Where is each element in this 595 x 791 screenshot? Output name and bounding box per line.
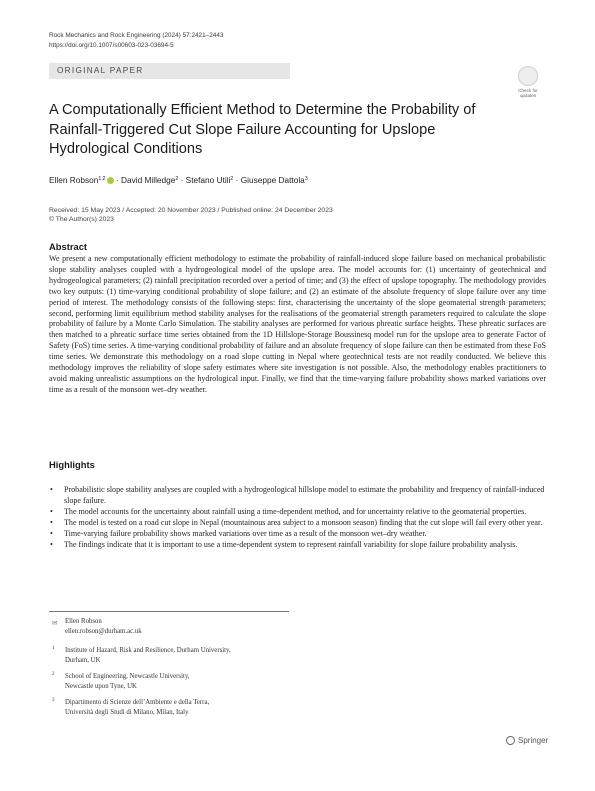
correspondence bbox=[65, 617, 142, 637]
affiliation-line: Newcastle upon Tyne, UK bbox=[65, 683, 137, 690]
abstract-heading: Abstract bbox=[49, 241, 88, 252]
author-name[interactable]: David Milledge bbox=[120, 175, 176, 185]
corresponding-author-email[interactable]: ellen.robson@durham.ac.uk bbox=[65, 628, 142, 635]
highlight-item: • The findings indicate that it is important to use a time-dependent system to represent rainfall variability for slope failure probability analysis. bbox=[49, 540, 546, 551]
affiliation-number: 3 bbox=[52, 698, 55, 703]
affiliation bbox=[65, 646, 231, 666]
highlight-item: • The model accounts for the uncertainty about rainfall using a time-dependent method, and for uncertainty relative to the geomaterial properties. bbox=[49, 507, 546, 518]
footnote-divider bbox=[49, 611, 289, 612]
author-name[interactable]: Ellen Robson bbox=[49, 175, 99, 185]
doi-link[interactable]: https://doi.org/10.1007/s00603-023-03694-5 bbox=[49, 41, 174, 49]
author-name[interactable]: Giuseppe Dattola bbox=[240, 175, 305, 185]
author-separator: · bbox=[235, 175, 239, 185]
abstract-text: We present a new computationally efficient methodology to estimate the probability of rainfall-induced slope failure based on mechanical probabilistic slope stability analyses coupled with a hydrogeological model of the upslope area. The model accounts for: (1) uncertainty of geotechnical and hydrogeological parameters; (2) rainfall precipitation recorded over a period of time; and (3) the effect of upslope topography. The methodology provides two key outputs: (1) time-varying conditional probability of slope failure; and (2) an estimate of the absolute frequency of slope failure over any time period of interest. The methodology consists of the following steps: first, characterising the uncertainty of the slope geomaterial strength parameters; second, performing limit equilibrium method stability analyses for the realisations of the geomaterial strength parameters required to calculate the slope probability of failure by a Monte Carlo Simulation. The stability analyses are performed for various phreatic surface heights. These phreatic surfaces are then matched to a phreatic surface time series obtained from the 1D Hillslope-Storage Boussinesq model run for the upslope area to generate Factor of Safety (FoS) time series. A time-varying conditional probability of failure and an absolute frequency of slope failure can then be estimated from these FoS time series. We demonstrate this methodology on a road slope cutting in Nepal where geotechnical tests are not readily conducted. We believe this methodology improves the reliability of slope safety estimates where site investigation is not possible. Also, the methodology enables practitioners to avoid making unrealistic assumptions on the hydrological input. Finally, we find that the time-varying failure probability shows marked variations over time as a result of the monsoon wet–dry weather. bbox=[49, 254, 546, 394]
publisher-logo bbox=[506, 736, 548, 745]
author-separator: · bbox=[180, 175, 184, 185]
highlight-item: • The model is tested on a road cut slope in Nepal (mountainous area subject to a monsoon season) finding that the cut slope will fail every other year. bbox=[49, 518, 546, 529]
author-name[interactable]: Stefano Utili bbox=[185, 175, 231, 185]
author-affiliation: 3 bbox=[304, 176, 308, 182]
check-updates-icon bbox=[518, 66, 538, 86]
affiliation-number: 1 bbox=[52, 646, 55, 651]
check-updates-label: Check for updates bbox=[518, 88, 538, 98]
affiliation bbox=[65, 698, 209, 718]
article-type-band bbox=[49, 63, 290, 79]
author-list bbox=[49, 175, 549, 185]
affiliation-line: Università degli Studi di Milano, Milan, Italy bbox=[65, 709, 189, 716]
publication-dates bbox=[49, 206, 333, 224]
author-separator: · bbox=[115, 175, 119, 185]
journal-header bbox=[49, 31, 223, 50]
author-affiliation: 2 bbox=[175, 176, 179, 182]
author-affiliation: 2 bbox=[230, 176, 234, 182]
corresponding-author-name: Ellen Robson bbox=[65, 618, 102, 625]
highlight-item: • Probabilistic slope stability analyses are coupled with a hydrogeological hillslope model to estimate the probability and frequency of rainfall-induced slope failure. bbox=[49, 485, 546, 507]
copyright-line: © The Author(s) 2023 bbox=[49, 216, 114, 223]
publisher-name: Springer bbox=[518, 736, 549, 745]
affiliation-line: School of Engineering, Newcastle University, bbox=[65, 673, 190, 680]
highlights-list bbox=[49, 485, 546, 550]
envelope-icon: ✉ bbox=[52, 620, 58, 627]
orcid-icon[interactable] bbox=[107, 177, 114, 184]
journal-citation: Rock Mechanics and Rock Engineering (2024) 57:2421–2443 bbox=[49, 32, 224, 39]
springer-horse-icon bbox=[506, 736, 515, 745]
check-for-updates-badge[interactable] bbox=[512, 66, 544, 100]
affiliation-line: Dipartimento di Scienze dell’Ambiente e della Terra, bbox=[65, 699, 210, 706]
affiliation-line: Durham, UK bbox=[65, 657, 101, 664]
affiliation-number: 2 bbox=[52, 672, 55, 677]
article-title: A Computationally Efficient Method to Determine the Probability of Rainfall-Triggered Cut Slope Failure Accounting for Upslope Hydrological Conditions bbox=[49, 102, 476, 157]
author-affiliation: 1,2 bbox=[98, 176, 106, 182]
highlights-heading: Highlights bbox=[49, 459, 95, 470]
affiliation-line: Institute of Hazard, Risk and Resilience, Durham University, bbox=[65, 647, 231, 654]
highlight-item: • Time-varying failure probability shows marked variations over time as a result of the monsoon wet–dry weather. bbox=[49, 529, 546, 540]
affiliation bbox=[65, 672, 190, 692]
history-dates: Received: 15 May 2023 / Accepted: 20 November 2023 / Published online: 24 December 2023 bbox=[49, 207, 333, 214]
article-type-label: ORIGINAL PAPER bbox=[57, 66, 144, 75]
